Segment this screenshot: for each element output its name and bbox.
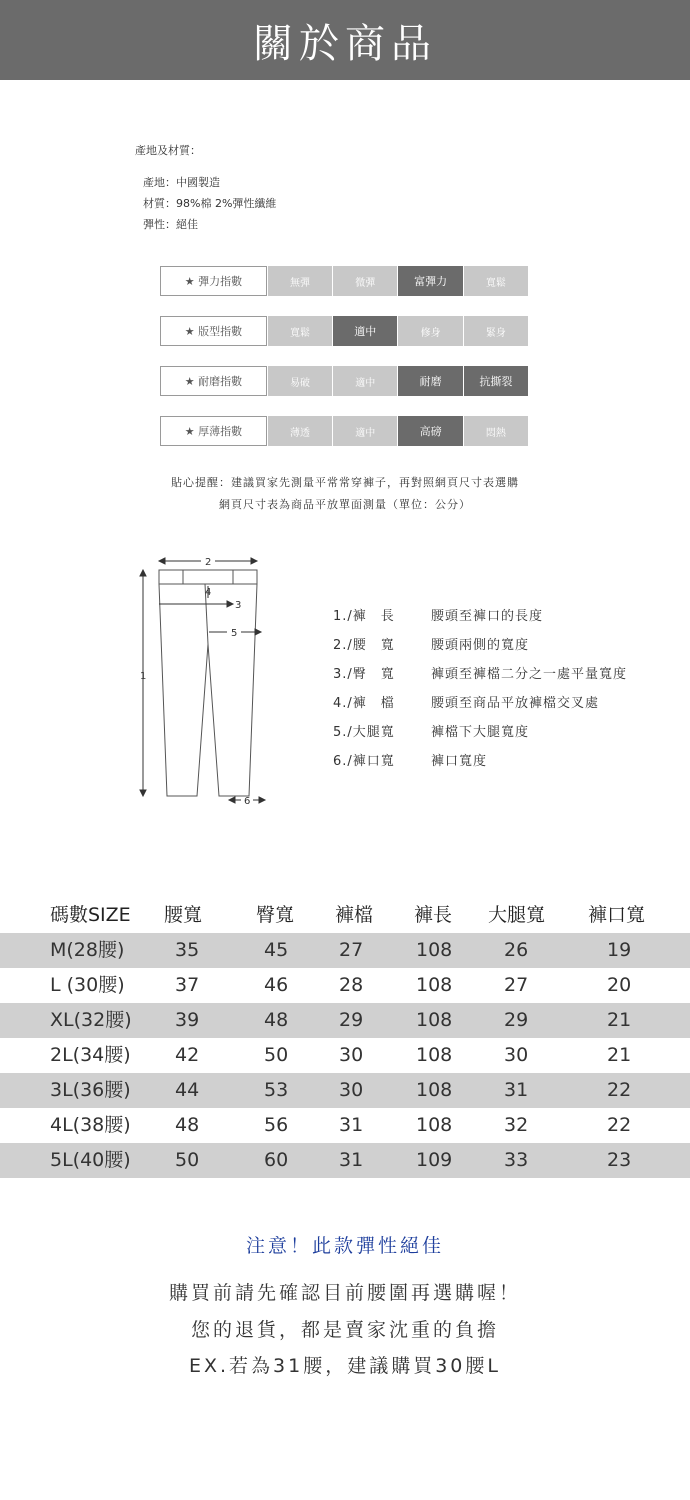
table-cell: 53 (264, 1079, 289, 1101)
table-cell: 21 (607, 1044, 632, 1066)
rating-label: ★ 耐磨指數 (160, 366, 267, 396)
table-cell: 20 (607, 974, 632, 996)
table-cell: 21 (607, 1009, 632, 1031)
rating-option: 易破 (268, 366, 332, 396)
header-rise: 褲檔 (335, 904, 374, 926)
table-cell: 29 (339, 1009, 364, 1031)
table-cell: 35 (175, 939, 200, 961)
rating-option-selected: 抗撕裂 (464, 366, 528, 396)
rating-row-thickness (160, 416, 528, 446)
measure-name: 4./褲 檔 (333, 696, 395, 711)
origin-line-material: 材質：98%棉 2%彈性纖維 (143, 197, 277, 210)
measure-row (333, 687, 627, 716)
table-cell: 26 (504, 939, 529, 961)
table-cell: 109 (416, 1149, 453, 1171)
table-cell: L (30腰) (50, 974, 125, 996)
table-cell: 22 (607, 1079, 632, 1101)
header-hip: 臀寬 (256, 904, 295, 926)
diagram-label-6: 6 (244, 796, 251, 807)
table-cell: 5L(40腰) (50, 1149, 131, 1171)
measure-name: 1./褲 長 (333, 609, 395, 624)
table-row (0, 1108, 690, 1143)
page-header (0, 0, 690, 80)
measurement-notice-line1: 貼心提醒：建議買家先測量平常常穿褲子，再對照網頁尺寸表選購 (171, 476, 519, 489)
rating-option: 無彈 (268, 266, 332, 296)
size-table-header (0, 898, 690, 933)
origin-heading: 產地及材質： (135, 144, 201, 157)
table-cell: 23 (607, 1149, 632, 1171)
table-cell: 60 (264, 1149, 289, 1171)
table-cell: 42 (175, 1044, 200, 1066)
header-thigh: 大腿寬 (488, 904, 546, 926)
closing-line-1: 購買前請先確認目前腰圍再選購喔！ (168, 1282, 521, 1304)
waistband-outline (159, 570, 257, 584)
pants-measurement-diagram (135, 548, 285, 808)
table-cell: 48 (175, 1114, 200, 1136)
table-cell: 29 (504, 1009, 529, 1031)
diagram-label-1: 1 (140, 671, 147, 682)
table-cell: 108 (416, 1044, 453, 1066)
measure-name: 6./褲口寬 (333, 754, 395, 769)
table-row (0, 968, 690, 1003)
diagram-label-3: 3 (235, 600, 242, 611)
measure-row (333, 629, 627, 658)
rating-label: ★ 版型指數 (160, 316, 267, 346)
measure-row (333, 716, 627, 745)
table-cell: 39 (175, 1009, 200, 1031)
measure-name: 2./腰 寬 (333, 638, 395, 653)
table-cell: 3L(36腰) (50, 1079, 131, 1101)
measure-desc: 褲頭至褲檔二分之一處平量寬度 (431, 667, 628, 682)
rating-indices (160, 266, 528, 466)
table-cell: 33 (504, 1149, 529, 1171)
measurement-definitions (333, 600, 627, 774)
header-hem: 褲口寬 (588, 904, 646, 926)
table-cell: 50 (264, 1044, 289, 1066)
table-cell: 30 (339, 1079, 364, 1101)
rating-label: ★ 彈力指數 (160, 266, 267, 296)
page-title: 關於商品 (253, 20, 437, 67)
rating-option: 寬鬆 (464, 266, 528, 296)
elasticity-warning: 注意！此款彈性絕佳 (245, 1235, 444, 1257)
table-cell: 19 (607, 939, 632, 961)
origin-line-elasticity: 彈性：絕佳 (143, 218, 198, 231)
table-row (0, 1143, 690, 1178)
rating-option: 緊身 (464, 316, 528, 346)
measure-row (333, 600, 627, 629)
table-row (0, 1003, 690, 1038)
rating-option: 寬鬆 (268, 316, 332, 346)
rating-option: 薄透 (268, 416, 332, 446)
measure-desc: 褲檔下大腿寬度 (431, 725, 530, 740)
table-cell: 56 (264, 1114, 289, 1136)
table-cell: M(28腰) (50, 939, 125, 961)
header-size: 碼數SIZE (50, 904, 131, 926)
table-cell: 46 (264, 974, 289, 996)
table-cell: 27 (339, 939, 364, 961)
diagram-label-5: 5 (231, 628, 238, 639)
measure-row (333, 745, 627, 774)
table-cell: 32 (504, 1114, 529, 1136)
rating-row-durability (160, 366, 528, 396)
measurement-notice-line2: 網頁尺寸表為商品平放單面測量（單位：公分） (219, 498, 471, 511)
rating-option: 適中 (333, 366, 397, 396)
rating-option: 微彈 (333, 266, 397, 296)
origin-material-section (135, 144, 276, 239)
rating-option-selected: 富彈力 (398, 266, 462, 296)
table-cell: 4L(38腰) (50, 1114, 131, 1136)
size-table (0, 898, 690, 1178)
table-cell: 108 (416, 1079, 453, 1101)
table-cell: 108 (416, 939, 453, 961)
closing-line-2: 您的退貨，都是賣家沈重的負擔 (190, 1319, 499, 1341)
rating-option-selected: 耐磨 (398, 366, 462, 396)
measure-desc: 褲口寬度 (431, 754, 488, 769)
belt-loops (183, 570, 233, 584)
table-row (0, 933, 690, 968)
table-cell: 44 (175, 1079, 200, 1101)
rating-option: 適中 (333, 416, 397, 446)
table-cell: 30 (504, 1044, 529, 1066)
rating-option-selected: 高磅 (398, 416, 462, 446)
rating-row-fit (160, 316, 528, 346)
measure-name: 5./大腿寬 (333, 725, 395, 740)
table-cell: 31 (339, 1149, 364, 1171)
diagram-label-4: 4 (205, 587, 212, 598)
table-cell: 2L(34腰) (50, 1044, 131, 1066)
table-cell: 108 (416, 974, 453, 996)
origin-line-place: 產地：中國製造 (143, 176, 220, 189)
table-cell: 48 (264, 1009, 289, 1031)
rating-row-elasticity (160, 266, 528, 296)
measure-desc: 腰頭兩側的寬度 (431, 638, 530, 653)
rating-option: 修身 (398, 316, 462, 346)
measure-desc: 腰頭至褲口的長度 (431, 609, 544, 624)
closing-line-3: EX.若為31腰，建議購買30腰L (188, 1355, 501, 1377)
table-cell: 108 (416, 1114, 453, 1136)
table-cell: 50 (175, 1149, 200, 1171)
table-cell: 108 (416, 1009, 453, 1031)
table-row (0, 1038, 690, 1073)
table-cell: 28 (339, 974, 364, 996)
table-row (0, 1073, 690, 1108)
table-cell: 31 (339, 1114, 364, 1136)
rating-option: 悶熱 (464, 416, 528, 446)
rating-option-selected: 適中 (333, 316, 397, 346)
pants-outline (159, 584, 257, 796)
header-waist: 腰寬 (164, 904, 203, 926)
rating-label: ★ 厚薄指數 (160, 416, 267, 446)
table-cell: 22 (607, 1114, 632, 1136)
table-cell: 37 (175, 974, 200, 996)
measure-desc: 腰頭至商品平放褲檔交叉處 (431, 696, 600, 711)
table-cell: 30 (339, 1044, 364, 1066)
table-cell: 45 (264, 939, 289, 961)
measure-name: 3./臀 寬 (333, 667, 395, 682)
diagram-label-2: 2 (205, 557, 212, 568)
header-length: 褲長 (414, 904, 453, 926)
table-cell: XL(32腰) (50, 1009, 132, 1031)
table-cell: 27 (504, 974, 529, 996)
table-cell: 31 (504, 1079, 529, 1101)
measure-row (333, 658, 627, 687)
